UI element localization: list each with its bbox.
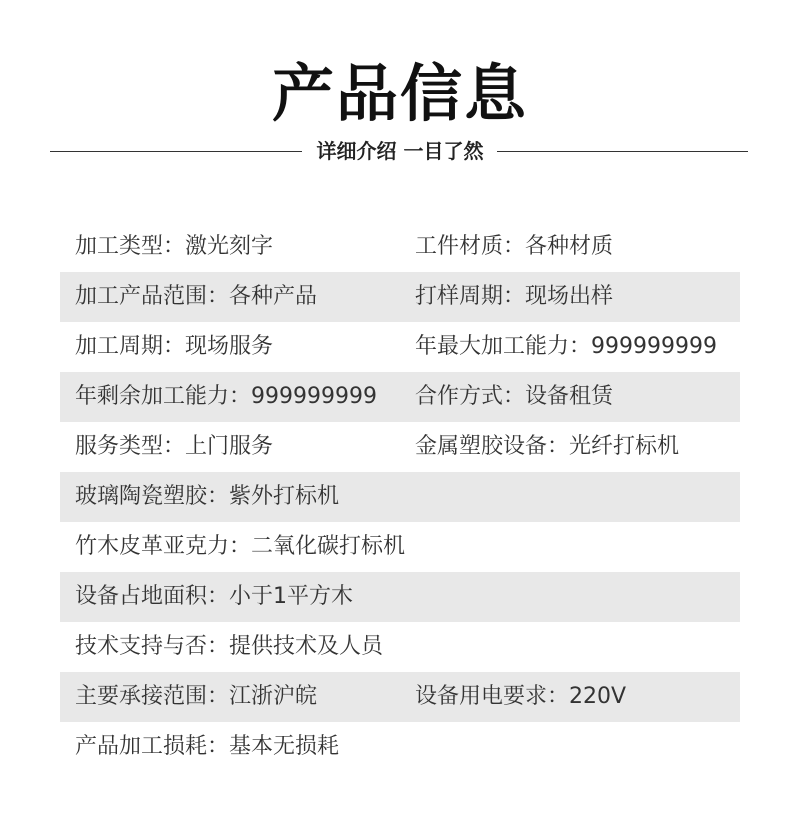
- table-row: [60, 722, 740, 772]
- spec-cell: [415, 422, 740, 472]
- spec-value: 现场服务: [185, 334, 274, 359]
- spec-cell: [415, 222, 740, 272]
- spec-cell: [60, 672, 415, 722]
- spec-label: 金属塑胶设备: [415, 434, 548, 459]
- spec-separator: ：: [163, 334, 186, 359]
- spec-cell: [60, 422, 415, 472]
- spec-cell: [60, 572, 415, 622]
- table-row: [60, 272, 740, 322]
- spec-separator: ：: [229, 384, 252, 409]
- spec-separator: ：: [547, 434, 570, 459]
- spec-value: 基本无损耗: [229, 734, 340, 759]
- spec-label: 合作方式: [415, 384, 504, 409]
- spec-label: 年最大加工能力: [415, 334, 570, 359]
- spec-cell: [60, 622, 415, 672]
- spec-cell: [60, 222, 415, 272]
- spec-label: 加工类型: [75, 234, 164, 259]
- spec-value: 220V: [569, 684, 627, 709]
- spec-separator: ：: [503, 284, 526, 309]
- spec-value: 二氧化碳打标机: [251, 534, 406, 559]
- spec-value: 紫外打标机: [229, 484, 340, 509]
- spec-value: 小于1平方木: [229, 584, 354, 609]
- spec-value: 上门服务: [185, 434, 274, 459]
- spec-value: 光纤打标机: [569, 434, 680, 459]
- spec-separator: ：: [547, 684, 570, 709]
- table-row: [60, 672, 740, 722]
- spec-cell: [60, 472, 415, 522]
- spec-cell: [415, 372, 740, 422]
- table-row: [60, 222, 740, 272]
- spec-value: 提供技术及人员: [229, 634, 384, 659]
- spec-value: 激光刻字: [185, 234, 274, 259]
- table-row: [60, 572, 740, 622]
- product-info-table: [60, 222, 740, 772]
- spec-cell: [60, 372, 415, 422]
- spec-value: 设备租赁: [525, 384, 614, 409]
- table-row: [60, 522, 740, 572]
- spec-label: 产品加工损耗: [75, 734, 208, 759]
- spec-label: 竹木皮革亚克力: [75, 534, 230, 559]
- spec-label: 服务类型: [75, 434, 164, 459]
- table-row: [60, 372, 740, 422]
- spec-separator: ：: [207, 634, 230, 659]
- page-subtitle: 详细介绍 一目了然: [316, 139, 484, 163]
- spec-separator: ：: [163, 434, 186, 459]
- table-row: [60, 422, 740, 472]
- spec-separator: ：: [569, 334, 592, 359]
- spec-cell: [415, 322, 740, 372]
- spec-value: 999999999: [591, 334, 718, 359]
- spec-label: 主要承接范围: [75, 684, 208, 709]
- spec-separator: ：: [503, 234, 526, 259]
- spec-separator: ：: [207, 734, 230, 759]
- spec-value: 现场出样: [525, 284, 614, 309]
- spec-cell: [60, 272, 415, 322]
- spec-value: 江浙沪皖: [229, 684, 318, 709]
- spec-label: 加工产品范围: [75, 284, 208, 309]
- table-row: [60, 472, 740, 522]
- spec-label: 加工周期: [75, 334, 164, 359]
- spec-separator: ：: [207, 284, 230, 309]
- spec-value: 各种产品: [229, 284, 318, 309]
- spec-label: 技术支持与否: [75, 634, 208, 659]
- spec-separator: ：: [207, 584, 230, 609]
- spec-label: 设备用电要求: [415, 684, 548, 709]
- spec-value: 999999999: [251, 384, 378, 409]
- spec-label: 工件材质: [415, 234, 504, 259]
- page-title: 产品信息: [271, 57, 528, 130]
- spec-label: 年剩余加工能力: [75, 384, 230, 409]
- table-row: [60, 322, 740, 372]
- spec-cell: [60, 522, 415, 572]
- spec-value: 各种材质: [525, 234, 614, 259]
- spec-cell: [415, 272, 740, 322]
- spec-label: 设备占地面积: [75, 584, 208, 609]
- spec-label: 打样周期: [415, 284, 504, 309]
- spec-label: 玻璃陶瓷塑胶: [75, 484, 208, 509]
- spec-cell: [60, 322, 415, 372]
- spec-separator: ：: [163, 234, 186, 259]
- spec-separator: ：: [229, 534, 252, 559]
- spec-separator: ：: [207, 484, 230, 509]
- spec-cell: [415, 672, 740, 722]
- table-row: [60, 622, 740, 672]
- spec-separator: ：: [207, 684, 230, 709]
- spec-cell: [60, 722, 415, 772]
- spec-separator: ：: [503, 384, 526, 409]
